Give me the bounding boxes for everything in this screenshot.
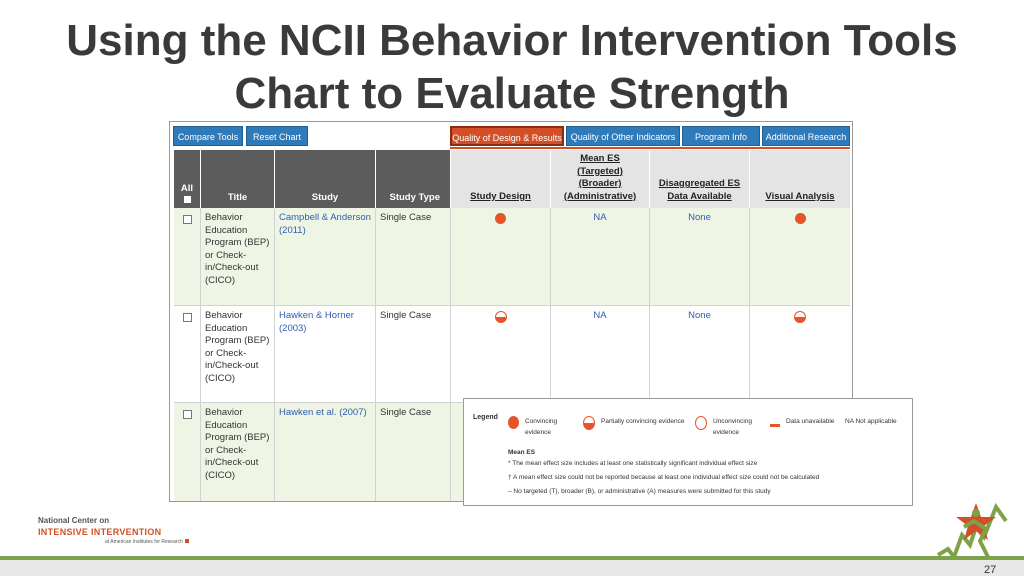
data-unavailable-icon <box>770 424 780 427</box>
header-study-type[interactable]: Study Type <box>376 150 451 208</box>
mean-es-line1: Mean ES <box>580 153 620 164</box>
page-number: 27 <box>984 564 997 576</box>
header-study-design-label: Study Design <box>470 190 531 202</box>
legend-title: Legend <box>473 414 498 421</box>
legend-partial-label: Partially convincing evidence <box>601 418 685 425</box>
tab-program-info[interactable]: Program Info <box>682 126 760 146</box>
partially-convincing-evidence-icon <box>495 311 507 323</box>
row-mean-es: NA <box>551 208 650 305</box>
mean-es-line3: (Broader) <box>578 178 622 189</box>
row-visual-analysis <box>750 306 850 403</box>
row-checkbox[interactable] <box>183 215 192 224</box>
legend-convincing-label: Convincing evidence <box>525 418 558 436</box>
slide-title-line1: Using the NCII Behavior Intervention Tools <box>66 16 958 65</box>
legend-unconvincing-label: Unconvincing evidence <box>713 418 753 436</box>
disagg-line1: Disaggregated ES <box>658 178 741 189</box>
slide-title-line2: Chart to Evaluate Strength <box>234 69 790 118</box>
legend-mean-es-title: Mean ES <box>508 449 536 456</box>
mean-es-line2: (Targeted) <box>577 165 623 177</box>
legend-convincing <box>508 416 580 438</box>
logo-line1: National Center on <box>38 516 110 525</box>
row-checkbox[interactable] <box>183 313 192 322</box>
row-study-design <box>451 306 551 403</box>
row-study-link[interactable]: Campbell & Anderson (2011) <box>275 208 376 305</box>
reset-chart-button[interactable]: Reset Chart <box>246 126 308 146</box>
header-mean-es[interactable] <box>551 150 650 208</box>
unconvincing-evidence-icon <box>695 416 707 430</box>
tab-additional-research[interactable]: Additional Research <box>762 126 850 146</box>
row-study-type: Single Case <box>376 403 451 502</box>
legend-unconvincing <box>695 416 763 438</box>
header-disaggregated-label <box>659 178 740 203</box>
slide-title <box>0 14 1024 120</box>
disagg-line2: Data Available <box>667 190 732 202</box>
row-checkbox[interactable] <box>183 410 192 419</box>
header-visual-analysis-label: Visual Analysis <box>765 190 835 202</box>
tab-quality-of-design-results[interactable]: Quality of Design & Results <box>450 126 564 146</box>
compare-tools-button[interactable]: Compare Tools <box>173 126 243 146</box>
convincing-evidence-icon <box>495 213 506 224</box>
legend-na-label: NA Not applicable <box>845 418 897 425</box>
select-all-checkbox[interactable] <box>184 196 191 203</box>
row-disaggregated: None <box>650 208 750 305</box>
legend-na <box>845 416 911 427</box>
legend-unavailable-label: Data unavailable <box>786 418 835 425</box>
row-select-cell <box>174 403 201 502</box>
legend-note-3: – No targeted (T), broader (B), or administrative (A) measures were submitted for this study <box>508 488 771 495</box>
legend-note-2: † A mean effect size could not be reported because at least one individual effect size could not be calculated <box>508 474 820 481</box>
table-row <box>174 208 850 305</box>
row-study-type: Single Case <box>376 306 451 403</box>
row-select-cell <box>174 306 201 403</box>
table-row <box>174 305 850 403</box>
partially-convincing-evidence-icon <box>794 311 806 323</box>
legend-unavailable <box>770 416 842 427</box>
tab-underline <box>450 147 850 149</box>
mean-es-line4: (Administrative) <box>563 190 637 202</box>
header-all[interactable] <box>174 150 201 208</box>
header-study[interactable]: Study <box>275 150 376 208</box>
partially-convincing-evidence-icon <box>583 416 595 430</box>
row-title: Behavior Education Program (BEP) or Check-in/Check-out (CICO) <box>201 208 275 305</box>
legend-partial <box>583 416 696 430</box>
legend-panel <box>463 398 913 506</box>
header-mean-es-label <box>564 153 636 203</box>
footer-bar <box>0 560 1024 576</box>
header-study-design[interactable] <box>451 150 551 208</box>
row-study-type: Single Case <box>376 208 451 305</box>
ncii-logo <box>38 516 183 545</box>
row-disaggregated: None <box>650 306 750 403</box>
header-disaggregated-es[interactable] <box>650 150 750 208</box>
row-mean-es: NA <box>551 306 650 403</box>
row-select-cell <box>174 208 201 305</box>
convincing-evidence-icon <box>795 213 806 224</box>
row-study-link[interactable]: Hawken et al. (2007) <box>275 403 376 502</box>
header-title[interactable]: Title <box>201 150 275 208</box>
figure-head-icon <box>972 509 980 517</box>
row-study-link[interactable]: Hawken & Horner (2003) <box>275 306 376 403</box>
row-visual-analysis <box>750 208 850 305</box>
row-title: Behavior Education Program (BEP) or Check-in/Check-out (CICO) <box>201 403 275 502</box>
header-visual-analysis[interactable] <box>750 150 850 208</box>
header-all-label: All <box>180 183 194 194</box>
air-square-icon <box>185 539 189 543</box>
convincing-evidence-icon <box>508 416 519 429</box>
row-title: Behavior Education Program (BEP) or Check-in/Check-out (CICO) <box>201 306 275 403</box>
logo-line2: INTENSIVE INTERVENTION <box>38 527 162 537</box>
logo-line3-text: at American Institutes for Research <box>105 539 183 545</box>
row-study-design <box>451 208 551 305</box>
logo-line3 <box>105 539 245 545</box>
legend-note-1: * The mean effect size includes at least one statistically significant individual effect size <box>508 460 758 467</box>
tab-quality-of-other-indicators[interactable]: Quality of Other Indicators <box>566 126 680 146</box>
